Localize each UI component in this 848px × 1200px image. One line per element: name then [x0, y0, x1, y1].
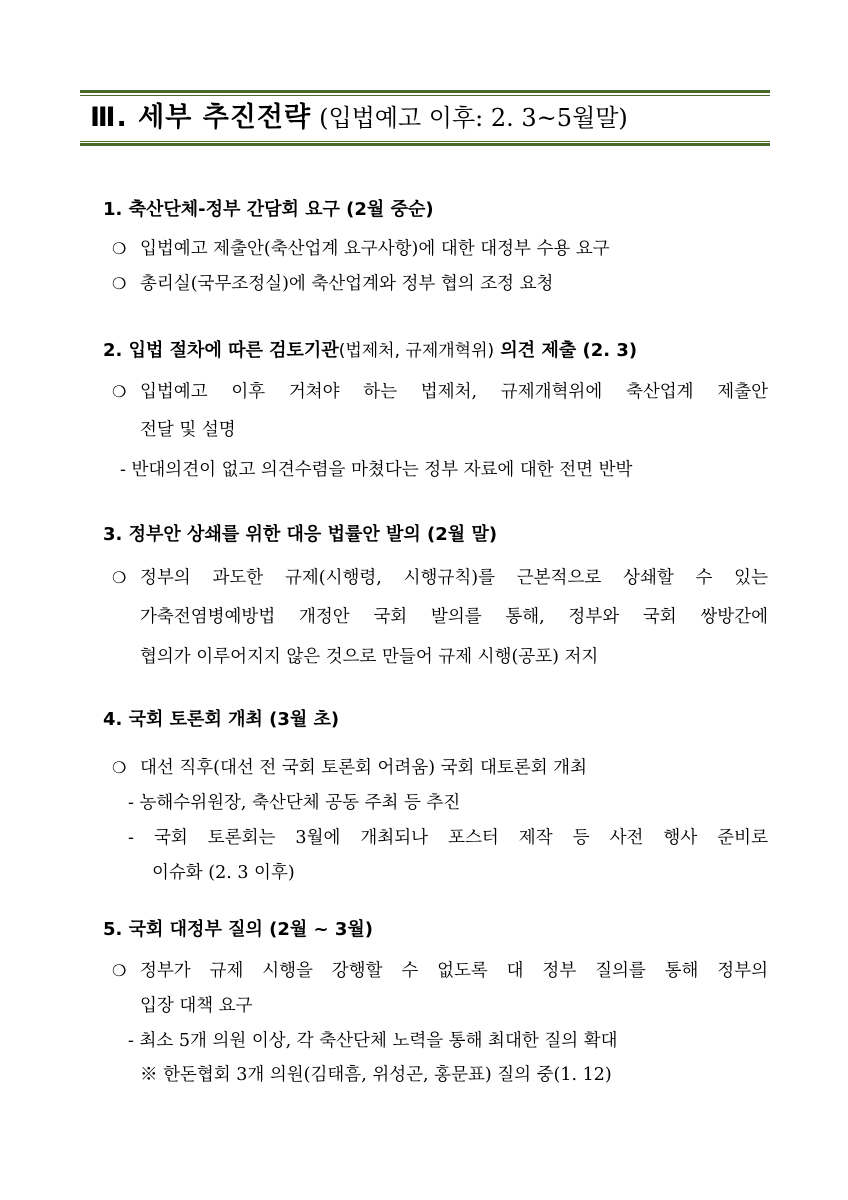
title-sub: (입법예고 이후: 2. 3~5월말)	[319, 104, 628, 132]
section-title-banner	[80, 90, 770, 147]
bullet-icon: ❍	[112, 961, 127, 980]
continuation-line: 가축전염병예방법 개정안 국회 발의를 통해, 정부와 국회 쌍방간에	[140, 607, 768, 627]
bullet-icon: ❍	[112, 568, 127, 587]
title-main: Ⅲ. 세부 추진전략	[90, 102, 312, 133]
continuation-line: 협의가 이루어지지 않은 것으로 만들어 규제 시행(공포) 저지	[140, 647, 599, 667]
bullet-line: ❍ 대선 직후(대선 전 국회 토론회 어려움) 국회 대토론회 개최	[112, 755, 587, 781]
heading-1: 1. 축산단체-정부 간담회 요구 (2월 중순)	[103, 199, 434, 220]
heading-2: 2. 입법 절차에 따른 검토기관(법제처, 규제개혁위) 의견 제출 (2. 3)	[103, 340, 638, 361]
note-line: ※ 한돈협회 3개 의원(김태흠, 위성곤, 홍문표) 질의 중(1. 12)	[140, 1065, 612, 1085]
bullet-line: ❍ 입법예고 제출안(축산업계 요구사항)에 대한 대정부 수용 요구	[112, 236, 610, 262]
title-rule-top	[80, 90, 770, 93]
sub-item-line: - 국회 토론회는 3월에 개최되나 포스터 제작 등 사전 행사 준비로	[128, 828, 768, 848]
title-rule-bottom	[80, 143, 770, 146]
bullet-line: ❍ 입법예고 이후 거쳐야 하는 법제처, 규제개혁위에 축산업계 제출안	[112, 379, 768, 405]
sub-item-line: - 최소 5개 의원 이상, 각 축산단체 노력을 통해 최대한 질의 확대	[128, 1031, 618, 1051]
bullet-icon: ❍	[112, 274, 127, 293]
bullet-line: ❍ 정부가 규제 시행을 강행할 수 없도록 대 정부 질의를 통해 정부의	[112, 958, 768, 984]
title-rule-top-thin	[80, 95, 770, 96]
bullet-icon: ❍	[112, 239, 127, 258]
bullet-line: ❍ 정부의 과도한 규제(시행령, 시행규칙)를 근본적으로 상쇄할 수 있는	[112, 565, 768, 591]
sub-item-line: - 반대의견이 없고 의견수렴을 마쳤다는 정부 자료에 대한 전면 반박	[120, 460, 633, 480]
bullet-icon: ❍	[112, 382, 127, 401]
continuation-line: 이슈화 (2. 3 이후)	[152, 863, 295, 883]
heading-3: 3. 정부안 상쇄를 위한 대응 법률안 발의 (2월 말)	[103, 524, 498, 545]
heading-5: 5. 국회 대정부 질의 (2월 ~ 3월)	[103, 919, 374, 940]
continuation-line: 입장 대책 요구	[140, 996, 253, 1016]
title-rule-bottom-thin	[80, 141, 770, 142]
heading-4: 4. 국회 토론회 개최 (3월 초)	[103, 709, 340, 730]
bullet-line: ❍ 총리실(국무조정실)에 축산업계와 정부 협의 조정 요청	[112, 271, 553, 297]
page-title	[90, 102, 628, 134]
continuation-line: 전달 및 설명	[140, 420, 236, 440]
sub-item-line: - 농해수위원장, 축산단체 공동 주최 등 추진	[128, 793, 461, 813]
bullet-icon: ❍	[112, 758, 127, 777]
